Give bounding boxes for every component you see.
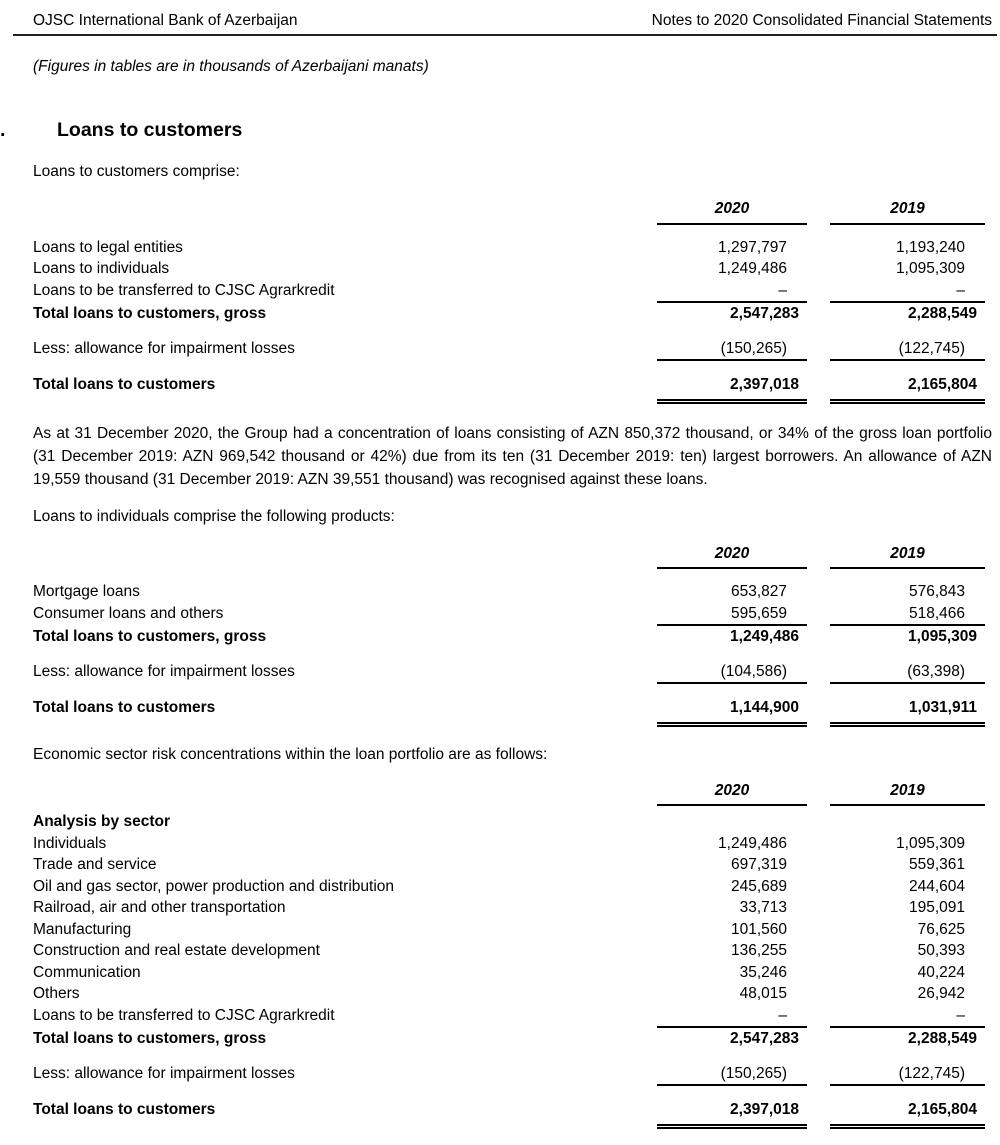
value-2020: 1,144,900 — [657, 697, 807, 727]
value-2019: 50,393 — [917, 942, 965, 959]
row-label: Less: allowance for impairment losses — [33, 662, 295, 680]
table-header-row — [33, 780, 985, 807]
column-header-2020: 2020 — [657, 198, 807, 225]
table-row — [33, 962, 985, 984]
row-label: Railroad, air and other transportation — [33, 899, 286, 916]
table-row — [33, 876, 985, 898]
table-row-total-gross — [33, 626, 985, 648]
value-2020: 2,397,018 — [657, 374, 807, 404]
table-row-total — [33, 697, 985, 727]
column-header-2019: 2019 — [830, 543, 985, 570]
row-label: Loans to legal entities — [33, 238, 183, 256]
value-2020: 33,713 — [739, 899, 787, 916]
value-2019: (122,745) — [830, 1063, 985, 1087]
table-row — [33, 603, 985, 627]
value-2020: 1,249,486 — [730, 628, 799, 645]
table-row — [33, 897, 985, 919]
table3-intro: Economic sector risk concentrations within the loan portfolio are as follows: — [33, 745, 548, 763]
value-2020: 2,547,283 — [730, 305, 799, 322]
value-2020: 595,659 — [657, 603, 807, 627]
row-label: Oil and gas sector, power production and distribution — [33, 877, 395, 895]
value-2020: 136,255 — [730, 942, 787, 959]
row-label: Less: allowance for impairment losses — [33, 339, 295, 357]
row-label: Manufacturing — [33, 920, 132, 938]
header-spacer — [33, 543, 634, 570]
value-2020: 2,397,018 — [657, 1099, 807, 1129]
table-row — [33, 919, 985, 941]
value-2019: – — [830, 280, 985, 304]
table-row — [33, 237, 985, 259]
value-2019: 2,288,549 — [908, 305, 977, 322]
row-label: Total loans to customers, gross — [33, 305, 267, 322]
value-2020: 35,246 — [739, 963, 787, 981]
value-2019: 1,095,309 — [896, 834, 965, 852]
value-2020: (150,265) — [657, 1063, 807, 1087]
row-label: Total loans to customers — [33, 1101, 216, 1118]
row-label: Mortgage loans — [33, 583, 140, 600]
loans-to-individuals-table — [33, 543, 985, 727]
header-company-name: OJSC International Bank of Azerbaijan — [33, 12, 298, 29]
table2-intro: Loans to individuals comprise the following products: — [33, 507, 395, 525]
value-2019: 244,604 — [908, 877, 965, 895]
table-row-total — [33, 374, 985, 404]
section-title: Loans to customers — [57, 119, 243, 141]
table-row-total-gross — [33, 303, 985, 325]
value-2019: 2,165,804 — [830, 374, 985, 404]
table-row — [33, 258, 985, 280]
row-label: Trade and service — [33, 856, 157, 873]
value-2020: (150,265) — [657, 338, 807, 362]
column-header-2019: 2019 — [830, 198, 985, 225]
table-row — [33, 983, 985, 1005]
table-row-total — [33, 1099, 985, 1129]
sector-analysis-table — [33, 780, 985, 1129]
value-2019: 26,942 — [917, 985, 965, 1002]
value-2020: 1,249,486 — [718, 260, 787, 277]
value-2020: 1,297,797 — [718, 238, 787, 256]
table-section-row — [33, 811, 985, 833]
value-2019: 1,031,911 — [830, 697, 985, 727]
row-label: Less: allowance for impairment losses — [33, 1064, 295, 1082]
value-2019: 576,843 — [908, 583, 965, 600]
value-2019 — [830, 811, 985, 833]
row-label: Total loans to customers — [33, 699, 216, 716]
row-label: Communication — [33, 963, 141, 981]
value-2019: (122,745) — [830, 338, 985, 362]
row-label: Loans to be transferred to CJSC Agrarkredit — [33, 281, 335, 299]
value-2020: 653,827 — [730, 583, 787, 600]
table1-intro: Loans to customers comprise: — [33, 163, 240, 180]
column-header-2020: 2020 — [657, 780, 807, 807]
section-heading — [0, 119, 992, 142]
value-2019: 2,288,549 — [908, 1030, 977, 1047]
value-2019: 76,625 — [917, 920, 965, 938]
page-header — [33, 0, 992, 30]
value-2019: 518,466 — [830, 603, 985, 627]
concentration-paragraph: As at 31 December 2020, the Group had a concentration of loans consisting of AZN 850,372 thousand, or 34% of the gross loan portfolio (31 December 2019: AZN 969,542 thousand or 42%) due from its ten (31 December 2019: ten) largest borrowers. An allowance of AZN 19,559 thousand (31 December 2019: AZN 39,551 thousand) was recognised against these loans. — [33, 424, 992, 488]
value-2020: (104,586) — [657, 661, 807, 685]
column-header-2020: 2020 — [657, 543, 807, 570]
loans-to-customers-table — [33, 198, 985, 404]
header-divider — [13, 34, 997, 36]
table-row-allowance — [33, 661, 985, 685]
value-2019: 559,361 — [908, 856, 965, 873]
row-label: Others — [33, 985, 80, 1002]
table-row — [33, 940, 985, 962]
value-2019: – — [830, 1005, 985, 1029]
header-spacer — [33, 780, 634, 807]
row-label: Total loans to customers, gross — [33, 1030, 267, 1047]
value-2020: – — [657, 1005, 807, 1029]
value-2020: 101,560 — [730, 920, 787, 938]
value-2020: 2,547,283 — [730, 1030, 799, 1047]
value-2020: 697,319 — [730, 856, 787, 873]
table-row — [33, 1005, 985, 1029]
column-header-2019: 2019 — [830, 780, 985, 807]
row-label: Construction and real estate development — [33, 942, 320, 959]
table-row-allowance — [33, 1063, 985, 1087]
table-row — [33, 581, 985, 603]
row-label: Individuals — [33, 834, 107, 852]
table-row-allowance — [33, 338, 985, 362]
section-number: . — [0, 119, 6, 141]
value-2020 — [657, 811, 807, 833]
table-row — [33, 854, 985, 876]
header-spacer — [33, 198, 634, 225]
row-label: Consumer loans and others — [33, 604, 224, 622]
value-2019: (63,398) — [830, 661, 985, 685]
value-2019: 2,165,804 — [830, 1099, 985, 1129]
value-2020: 48,015 — [739, 985, 787, 1002]
value-2020: – — [657, 280, 807, 304]
value-2020: 1,249,486 — [718, 834, 787, 852]
header-document-title: Notes to 2020 Consolidated Financial Statements — [651, 12, 992, 29]
table-header-row — [33, 543, 985, 570]
table-row-total-gross — [33, 1028, 985, 1050]
value-2019: 40,224 — [917, 963, 965, 981]
row-label: Total loans to customers, gross — [33, 628, 267, 645]
section-row-label: Analysis by sector — [33, 813, 170, 830]
table-header-row — [33, 198, 985, 225]
value-2019: 1,095,309 — [908, 628, 977, 645]
value-2020: 245,689 — [730, 877, 787, 895]
row-label: Loans to be transferred to CJSC Agrarkredit — [33, 1006, 335, 1024]
value-2019: 1,095,309 — [896, 260, 965, 277]
table-row — [33, 280, 985, 304]
value-2019: 1,193,240 — [896, 238, 965, 256]
table-row — [33, 833, 985, 855]
row-label: Loans to individuals — [33, 260, 170, 277]
row-label: Total loans to customers — [33, 376, 216, 393]
figures-note: (Figures in tables are in thousands of Azerbaijani manats) — [33, 58, 429, 75]
value-2019: 195,091 — [908, 899, 965, 916]
